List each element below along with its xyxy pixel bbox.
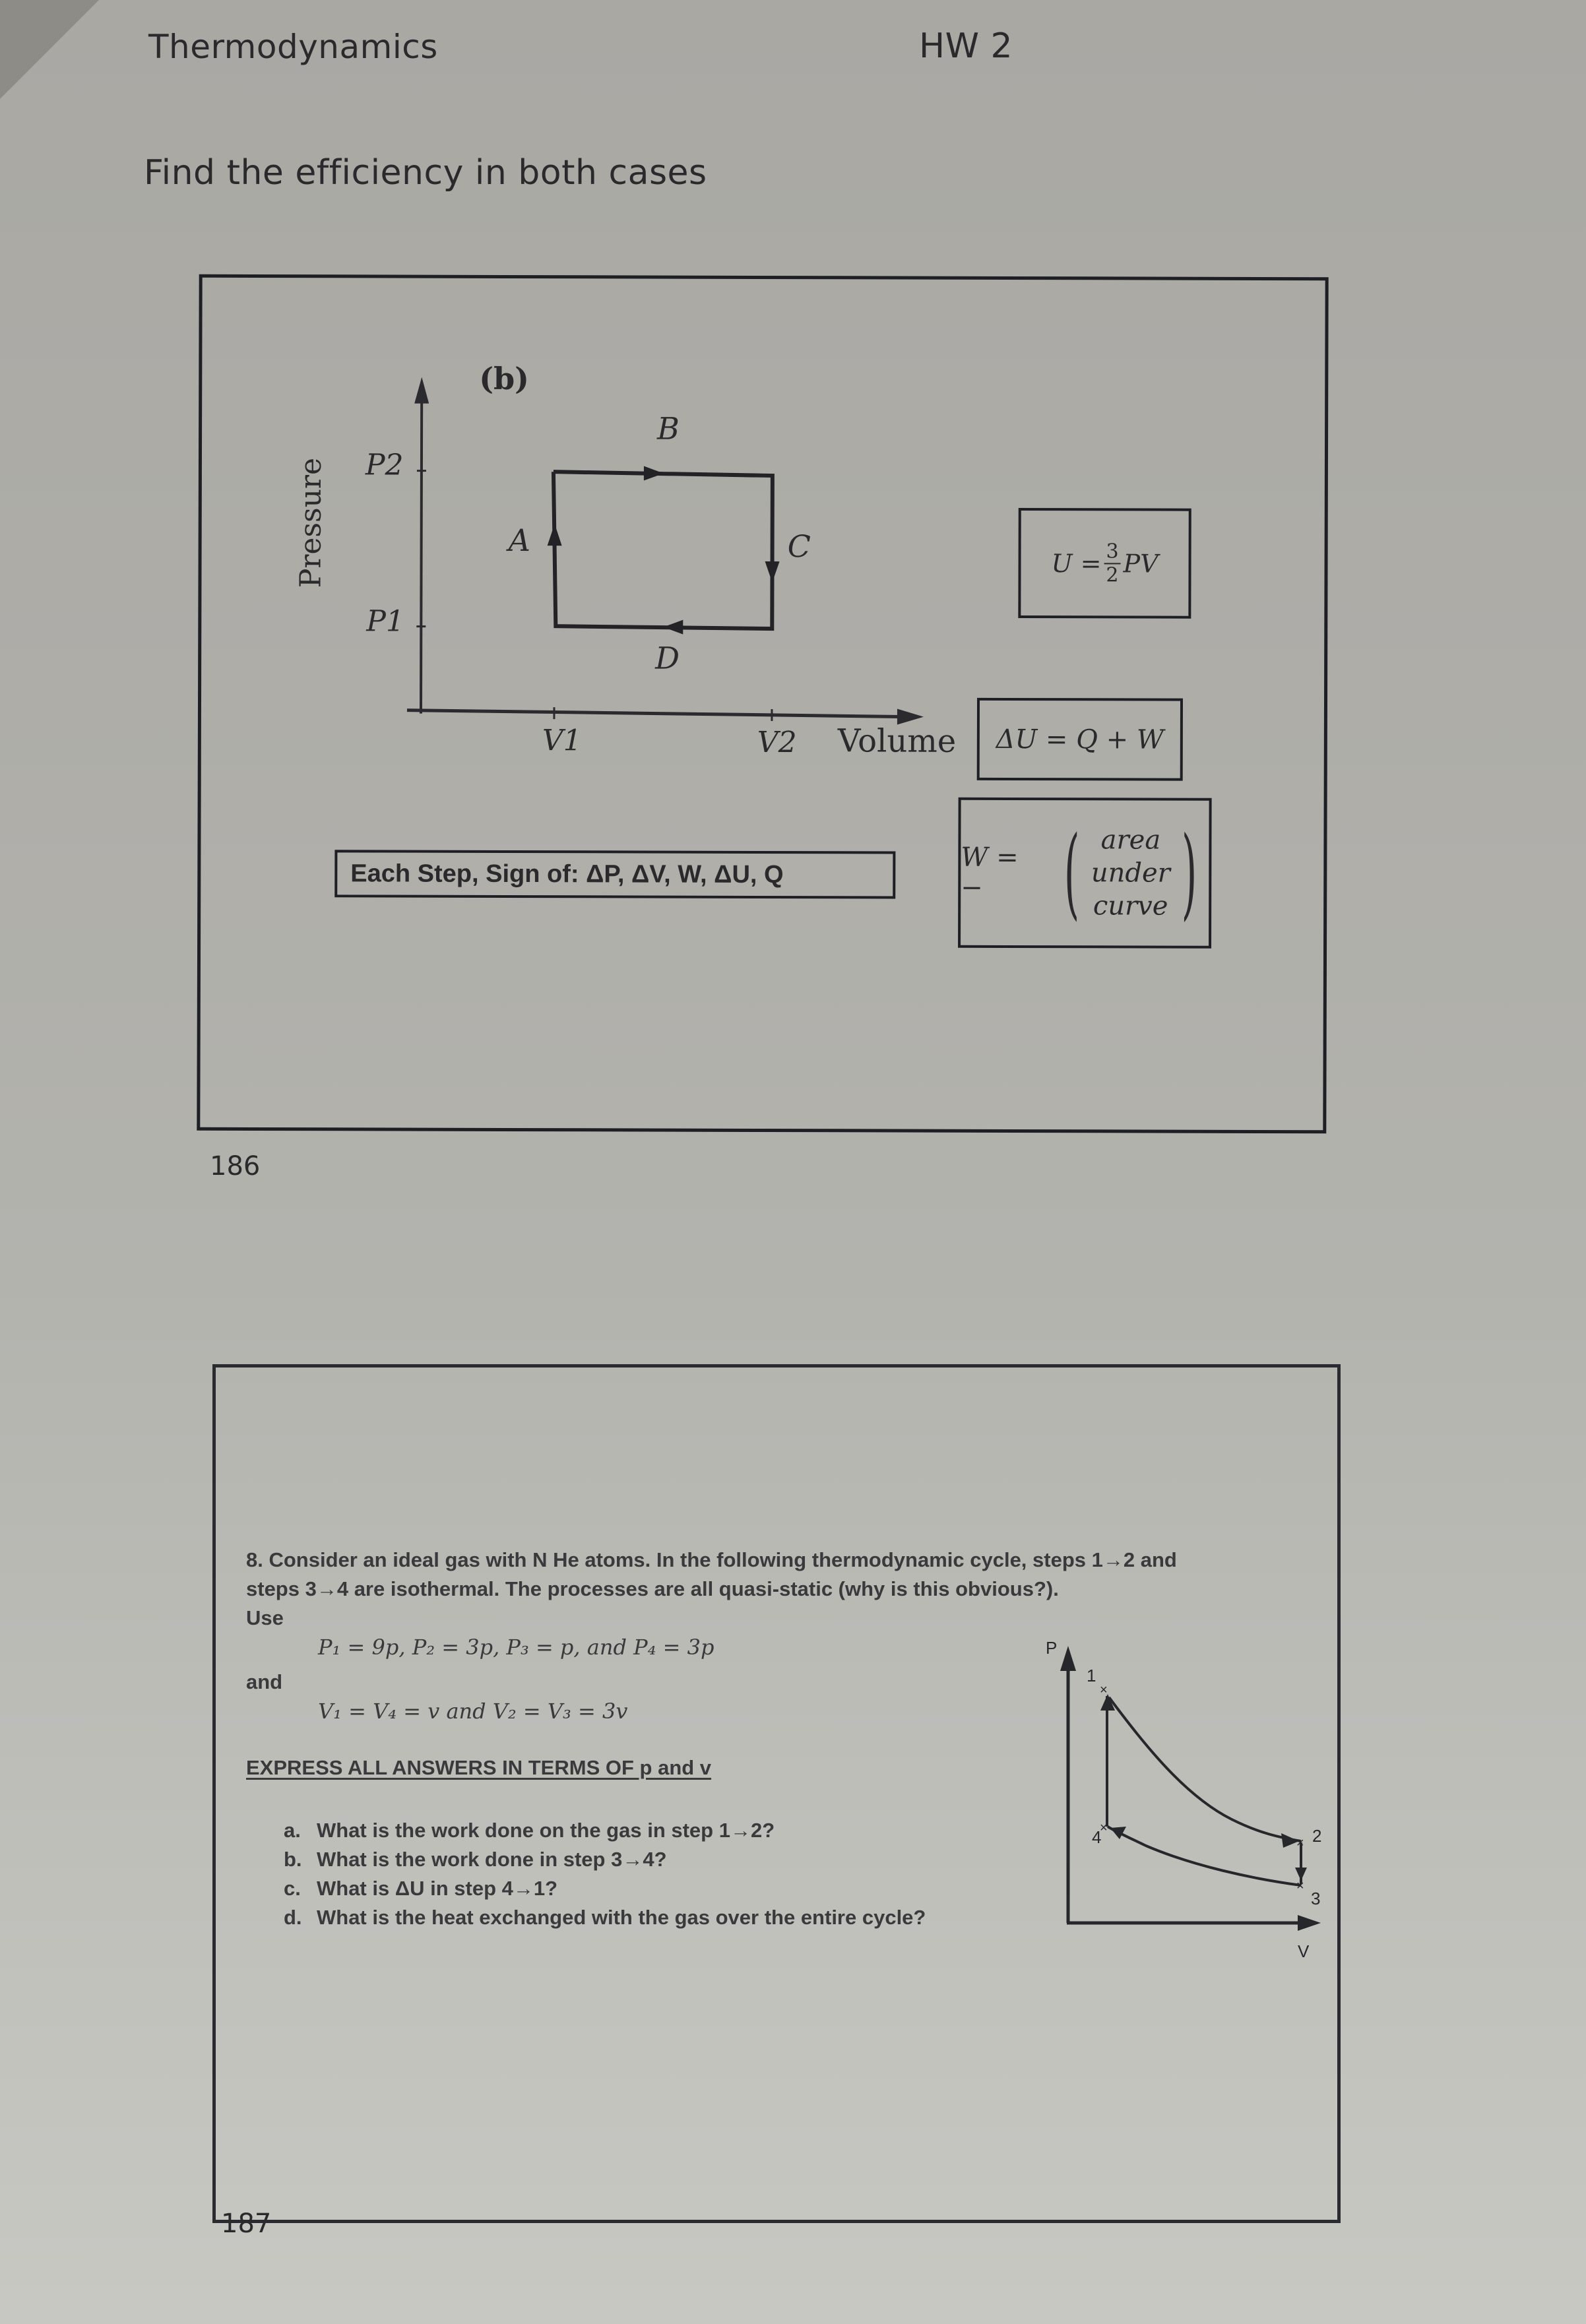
tick-label-v2: V2 [757,725,797,760]
work-lhs: W = − [961,842,1019,903]
question-text: What is ΔU in step 4→1? [317,1877,558,1900]
point-label-4: 4 [1092,1827,1102,1847]
work-term-under: under [1091,858,1170,889]
pressure-values: P₁ = 9p, P₂ = 3p, P₃ = p, and P₄ = 3p [318,1635,714,1660]
tick-label-v1: V1 [542,724,582,758]
point-label-3: 3 [1311,1889,1321,1908]
fraction-three-halves [1104,540,1120,586]
questions-list [284,1816,926,1932]
page-number-187: 187 [221,2209,272,2239]
use-label: Use [246,1606,284,1629]
question-letter: b. [284,1848,302,1871]
right-paren: ) [1182,815,1197,931]
formula-work [958,798,1212,949]
volume-values: V₁ = V₄ = v and V₂ = V₃ = 3v [318,1699,628,1724]
x-axis-label: Volume [837,722,957,760]
express-note: EXPRESS ALL ANSWERS IN TERMS OF p and v [246,1756,712,1779]
pv-x-axis-label: V [1298,1941,1310,1961]
page-number-186: 186 [210,1151,261,1181]
formula-u-lhs: U = [1051,548,1102,578]
segment-label-b: B [657,410,680,447]
first-law-text: ΔU = Q + W [996,724,1164,755]
sign-prompt-box [334,850,895,898]
svg-text:×: × [1296,1879,1304,1893]
tick-label-p1: P1 [366,604,405,639]
problem-2-box [212,1364,1341,2223]
svg-text:×: × [1100,1821,1108,1835]
work-term-area: area [1100,825,1161,856]
fraction-denominator: 2 [1106,563,1119,586]
question-d [284,1903,926,1932]
problem-2-intro [246,1546,1236,1633]
question-text: What is the heat exchanged with the gas over the entire cycle? [317,1906,926,1929]
question-c [284,1874,926,1903]
question-text: What is the work done in step 3→4? [317,1848,667,1871]
svg-text:×: × [1296,1836,1304,1850]
intro-line-1: 8. Consider an ideal gas with N He atoms. In the following thermodynamic cycle, steps 1→2 and [246,1548,1177,1571]
pv-isothermal-cycle-diagram [1034,1631,1324,1935]
svg-text:×: × [1100,1683,1108,1697]
fraction-numerator: 3 [1104,540,1120,564]
formula-u-rhs: PV [1123,548,1158,579]
question-letter: d. [284,1906,302,1929]
problem-1-box [197,274,1328,1133]
paper-fold-corner [0,0,99,99]
work-term-curve: curve [1093,891,1168,922]
panel-label: (b) [479,360,530,397]
left-paren: ( [1063,815,1080,931]
question-letter: a. [284,1819,301,1842]
segment-label-c: C [787,528,811,565]
segment-label-a: A [508,522,530,559]
y-axis-label: Pressure [294,457,328,588]
instruction-text: Find the efficiency in both cases [144,153,707,193]
course-title: Thermodynamics [148,28,438,66]
tick-label-p2: P2 [365,448,404,482]
segment-label-d: D [655,640,680,676]
question-letter: c. [284,1877,301,1900]
pv-y-axis-label: P [1046,1638,1058,1658]
point-label-1: 1 [1087,1666,1096,1685]
sign-prompt-text: Each Step, Sign of: ΔP, ΔV, W, ΔU, Q [350,859,784,889]
work-terms [1091,823,1170,922]
question-a [284,1816,926,1845]
formula-first-law [977,698,1183,781]
question-text: What is the work done on the gas in step 1→2? [317,1819,775,1842]
intro-line-2: steps 3→4 are isothermal. The processes are all quasi-static (why is this obvious?). [246,1577,1059,1600]
formula-internal-energy [1018,508,1191,619]
assignment-label: HW 2 [919,26,1013,66]
question-b [284,1845,926,1874]
point-label-2: 2 [1312,1826,1322,1846]
and-label: and [246,1670,283,1693]
